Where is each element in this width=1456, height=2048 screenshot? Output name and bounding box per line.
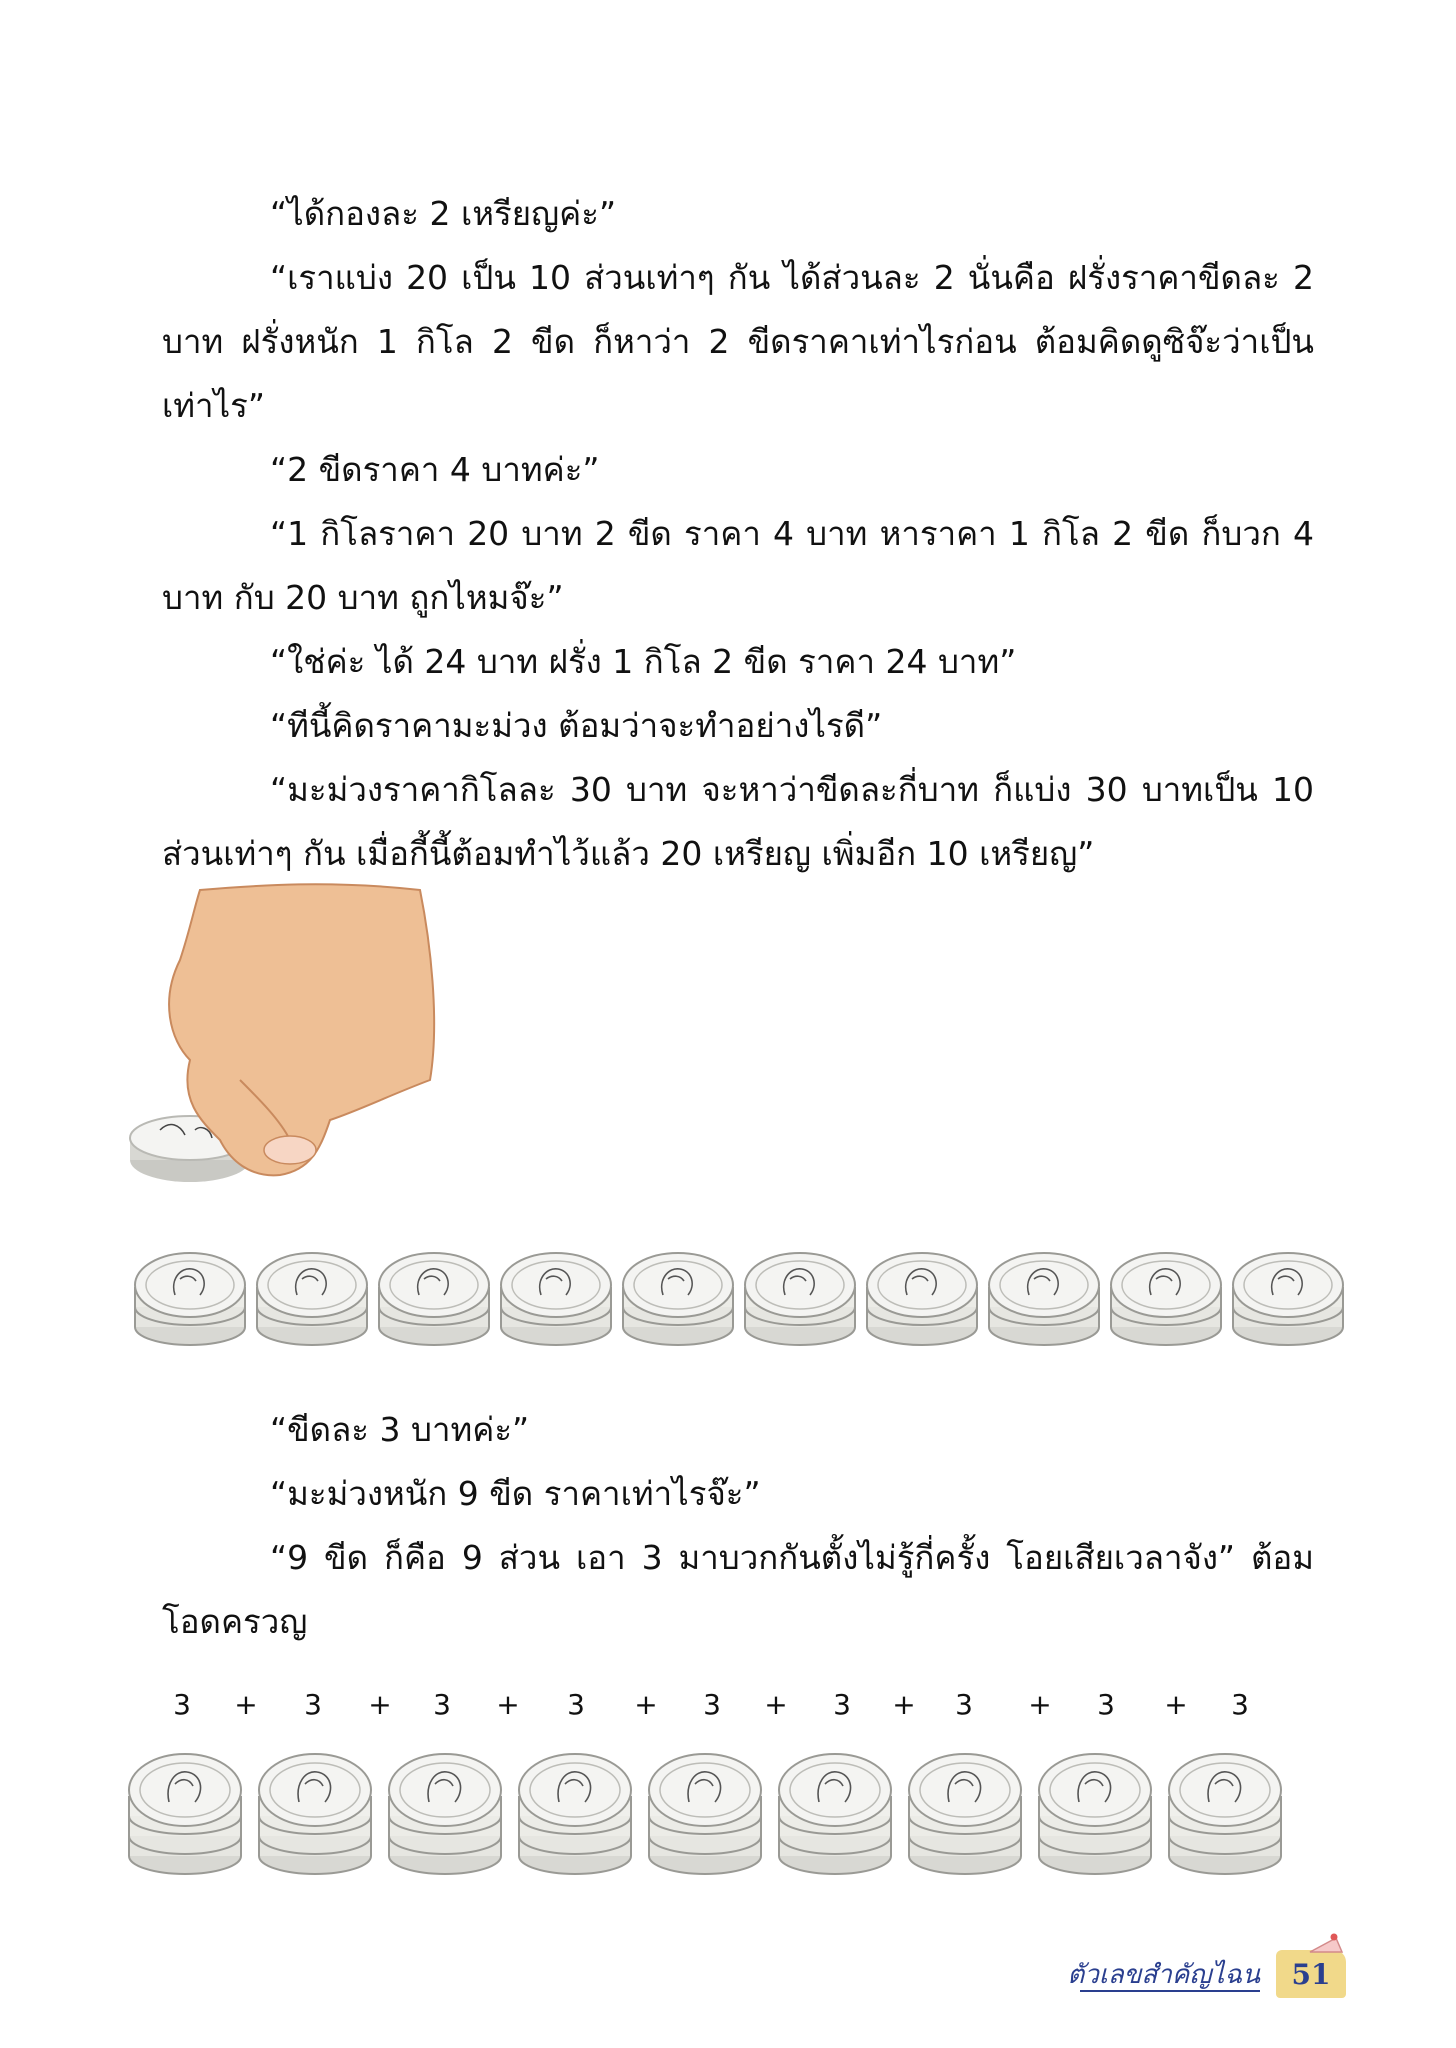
addend-label: 3 bbox=[173, 1688, 191, 1721]
plus-sign: + bbox=[634, 1688, 658, 1721]
dialogue-line-7: “มะม่วงราคากิโลละ 30 บาท จะหาว่าขีดละกี่บาท ก็แบ่ง 30 บาทเป็น 10 ส่วนเท่าๆ กัน เมื่อกี้นี้ต้อมทำไว้แล้ว 20 เหรียญ เพิ่มอีก 10 เหรียญ” bbox=[162, 770, 1314, 873]
dialogue-line-6: “ทีนี้คิดราคามะม่วง ต้อมว่าจะทำอย่างไรดี” bbox=[270, 706, 883, 745]
plus-sign: + bbox=[764, 1688, 788, 1721]
addend-label: 3 bbox=[433, 1688, 451, 1721]
coin-row-three-stack bbox=[125, 1740, 1315, 1880]
footer-underline bbox=[1080, 1990, 1260, 1992]
addend-label: 3 bbox=[833, 1688, 851, 1721]
page-number-badge bbox=[1276, 1950, 1346, 1998]
addend-label: 3 bbox=[955, 1688, 973, 1721]
plus-sign: + bbox=[234, 1688, 258, 1721]
addend-label: 3 bbox=[1231, 1688, 1249, 1721]
plus-sign: + bbox=[1164, 1688, 1188, 1721]
dialogue-line-1: “ได้กองละ 2 เหรียญค่ะ” bbox=[270, 194, 617, 233]
plus-sign: + bbox=[496, 1688, 520, 1721]
dialogue-line-4: “1 กิโลราคา 20 บาท 2 ขีด ราคา 4 บาท หาราคา 1 กิโล 2 ขีด ก็บวก 4 บาท กับ 20 บาท ถูกไหมจ๊ะ” bbox=[162, 514, 1314, 617]
addend-label: 3 bbox=[703, 1688, 721, 1721]
addend-label: 3 bbox=[1097, 1688, 1115, 1721]
book-title: ตัวเลขสำคัญไฉน bbox=[1067, 1960, 1260, 1990]
plus-sign: + bbox=[1028, 1688, 1052, 1721]
cake-slice-icon bbox=[1306, 1932, 1346, 1954]
dialogue-line-2: “เราแบ่ง 20 เป็น 10 ส่วนเท่าๆ กัน ได้ส่วนละ 2 นั่นคือ ฝรั่งราคาขีดละ 2 บาท ฝรั่งหนัก 1 กิโล 2 ขีด ก็หาว่า 2 ขีดราคาเท่าไรก่อน ต้อมคิดดูซิจ๊ะว่าเป็นเท่าไร” bbox=[162, 258, 1314, 425]
plus-sign: + bbox=[892, 1688, 916, 1721]
dialogue-line-10: “9 ขีด ก็คือ 9 ส่วน เอา 3 มาบวกกันตั้งไม่รู้กี่ครั้ง โอยเสียเวลาจัง” ต้อมโอดครวญ bbox=[162, 1538, 1314, 1641]
plus-sign: + bbox=[368, 1688, 392, 1721]
page-number: 51 bbox=[1291, 1958, 1331, 1991]
addend-label: 3 bbox=[304, 1688, 322, 1721]
addition-labels bbox=[0, 1688, 1456, 1728]
footer bbox=[1050, 1950, 1350, 2010]
dialogue-line-5: “ใช่ค่ะ ได้ 24 บาท ฝรั่ง 1 กิโล 2 ขีด ราคา 24 บาท” bbox=[270, 642, 1017, 681]
dialogue-line-8: “ขีดละ 3 บาทค่ะ” bbox=[270, 1410, 530, 1449]
dialogue-line-3: “2 ขีดราคา 4 บาทค่ะ” bbox=[270, 450, 600, 489]
addend-label: 3 bbox=[567, 1688, 585, 1721]
hand-placing-coin-illustration bbox=[120, 880, 460, 1210]
dialogue-line-9: “มะม่วงหนัก 9 ขีด ราคาเท่าไรจ๊ะ” bbox=[270, 1474, 761, 1513]
three-coin-stacks bbox=[125, 1740, 1315, 1880]
two-coin-stacks bbox=[130, 1245, 1360, 1350]
coin-row-two-stack bbox=[130, 1245, 1360, 1350]
